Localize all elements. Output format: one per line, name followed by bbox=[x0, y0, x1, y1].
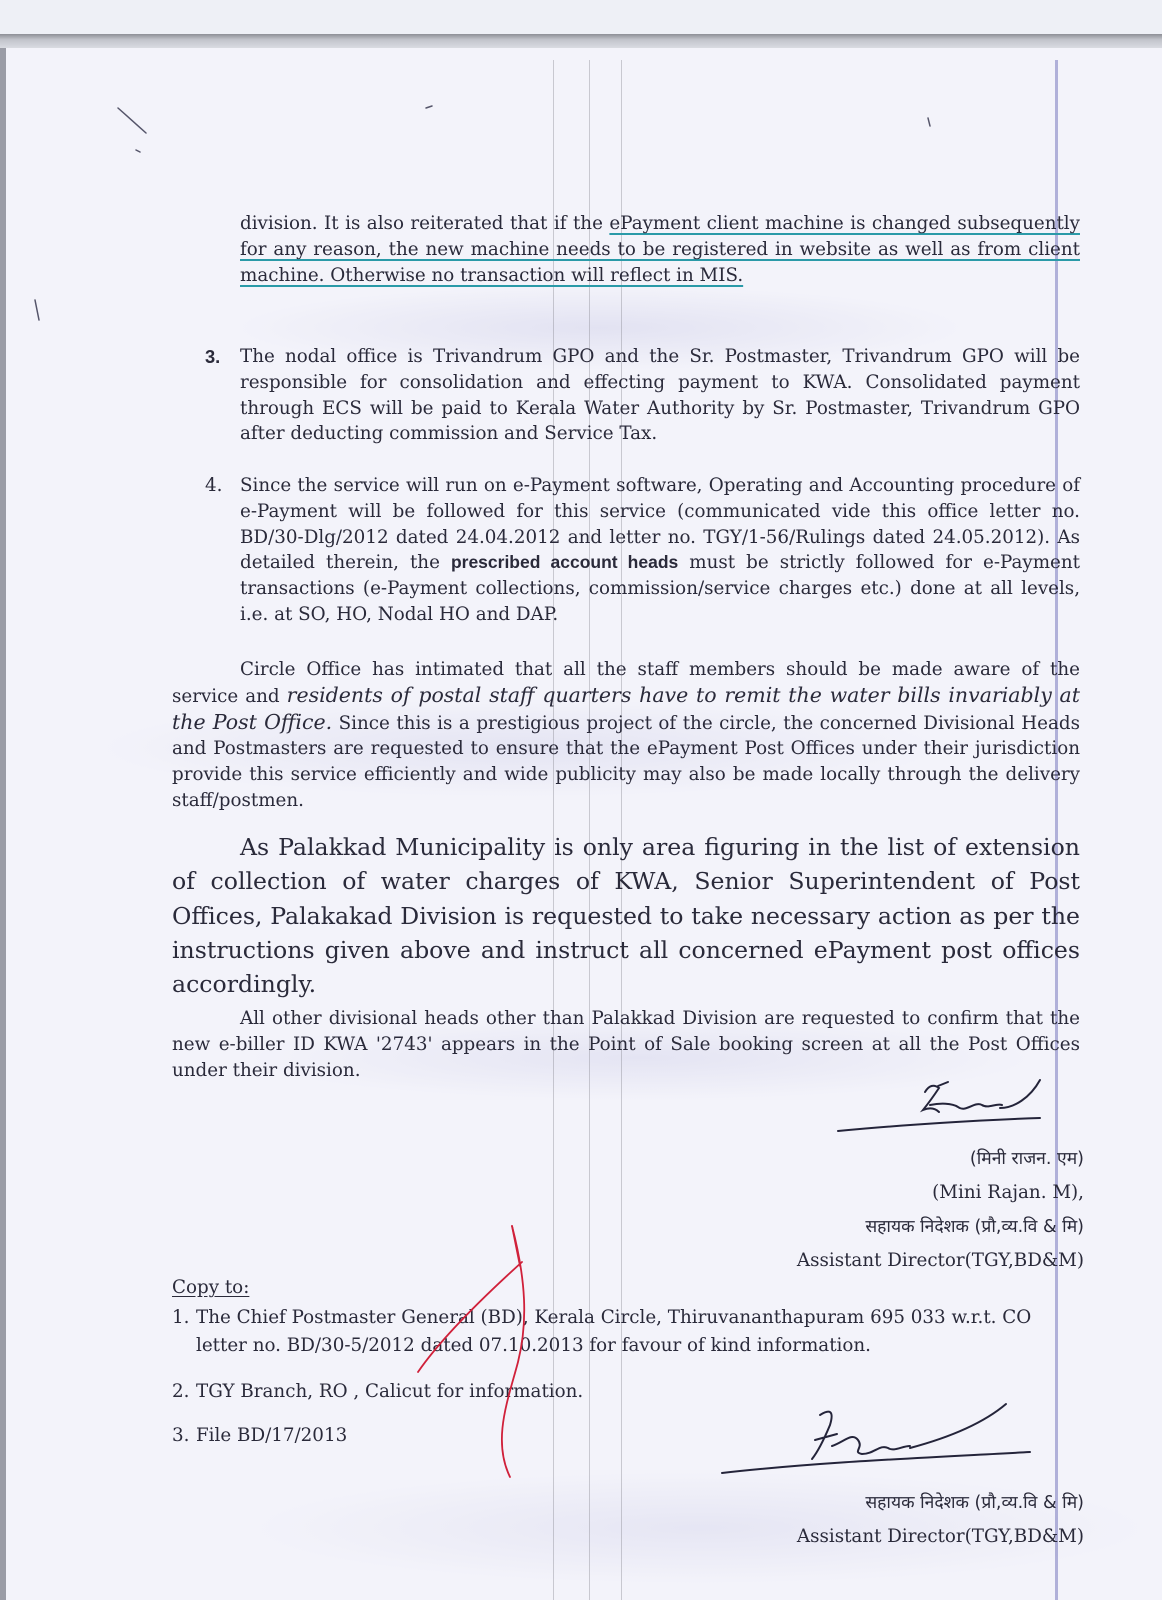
item-4-text-after: must be strictly followed for e-Payment transactions (e-Payment collections, commission/service charges etc.) done at all levels, i.e. at SO, HO, Nodal HO and DAP. bbox=[240, 552, 1080, 625]
item-4-bold-text: prescribed account heads bbox=[450, 552, 679, 573]
copy-item-number: 2. bbox=[172, 1381, 190, 1402]
item-4-number: 4. bbox=[205, 475, 223, 496]
copy-item-number: 1. bbox=[172, 1307, 190, 1328]
copy-item-text: File BD/17/2013 bbox=[196, 1425, 348, 1446]
palakkad-paragraph: As Palakkad Municipality is only area figuring in the list of extension of collection of water charges of KWA, Senior Superintendent of Post Offices, Palakakad Division is requested to take necessary action as per the instructions given above and instruct all concerned ePayment post offices accordingly. bbox=[172, 833, 1080, 999]
scan-specks bbox=[35, 106, 930, 320]
copy-item-number: 3. bbox=[172, 1425, 190, 1446]
circle-text-after: Since this is a prestigious project of the circle, the concerned Divisional Heads and Postmasters are requested to ensure that the ePayment Post Offices under their jurisdiction provide this service efficiently and wide publicity may also be made locally through the delivery staff/postmen. bbox=[172, 712, 1080, 811]
designation-english: Assistant Director(TGY,BD&M) bbox=[796, 1250, 1084, 1271]
designation-hindi: सहायक निदेशक (प्रौ,व्य.वि & मि) bbox=[865, 1217, 1084, 1237]
intro-underlined-text: ePayment client machine is changed subsequently for any reason, the new machine needs to be registered in website as well as from client machine. Otherwise no transaction will reflect in MIS. bbox=[240, 213, 1080, 286]
circle-italic-text: residents of postal staff quarters have to remit the water bills invariably at the Post Office. bbox=[172, 682, 1080, 734]
intro-text: division. It is also reiterated that if the bbox=[240, 213, 610, 234]
other-divisions-paragraph: All other divisional heads other than Palakkad Division are requested to confirm that the new e-biller ID KWA '2743' appears in the Point of Sale booking screen at all the Post Offices under their division. bbox=[172, 1008, 1080, 1081]
designation-hindi: सहायक निदेशक (प्रौ,व्य.वि & मि) bbox=[865, 1493, 1084, 1513]
copy-to-heading: Copy to: bbox=[172, 1277, 250, 1298]
copy-item-text: The Chief Postmaster General (BD), Kerala Circle, Thiruvananthapuram 695 033 w.r.t. CO letter no. BD/30-5/2012 dated 07.10.2013 for favour of kind information. bbox=[196, 1307, 1032, 1356]
item-3-text: The nodal office is Trivandrum GPO and the Sr. Postmaster, Trivandrum GPO will be responsible for consolidation and effecting payment to KWA. Consolidated payment through ECS will be paid to Kerala Water Authority by Sr. Postmaster, Trivandrum GPO after deducting commission and Service Tax. bbox=[240, 346, 1080, 445]
signatory-name-english: (Mini Rajan. M), bbox=[932, 1182, 1084, 1203]
red-mark bbox=[418, 1226, 524, 1477]
copy-item-text: TGY Branch, RO , Calicut for information. bbox=[196, 1381, 584, 1402]
signatory-name-hindi: (मिनी राजन. एम) bbox=[969, 1149, 1084, 1169]
item-4-text-before: Since the service will run on e-Payment software, Operating and Accounting procedure of e-Payment will be followed for this service (communicated vide this office letter no. BD/30-Dlg/2012 dated 24.04.2012 and letter no. TGY/1-56/Rulings dated 24.05.2012). As detailed therein, the bbox=[240, 475, 1080, 574]
circle-text-before: Circle Office has intimated that all the staff members should be made aware of the service and bbox=[172, 659, 1080, 707]
signature-1 bbox=[838, 1080, 1040, 1131]
designation-english: Assistant Director(TGY,BD&M) bbox=[796, 1526, 1084, 1547]
signature-2 bbox=[722, 1404, 1030, 1473]
item-3-number: 3. bbox=[205, 346, 221, 367]
